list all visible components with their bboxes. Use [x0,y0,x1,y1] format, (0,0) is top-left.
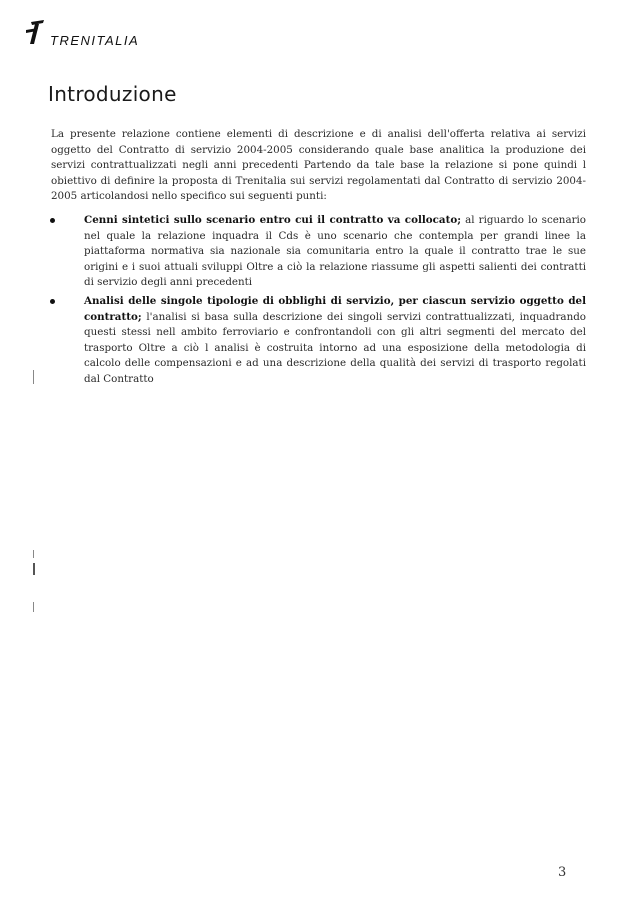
scan-mark [33,602,34,612]
bullet-heading: Analisi delle singole tipologie di obblighi di servizio, per ciascun servizio oggetto del contratto; [84,294,586,323]
bullet-icon [50,218,55,223]
section-title: Introduzione [48,82,177,106]
intro-paragraph: La presente relazione contiene elementi di descrizione e di analisi dell'offerta relativa ai servizi oggetto del Contratto di servizio 2004-2005 considerando quale base analitica la produzione dei servizi contrattualizzati negli anni precedenti Partendo da tale base la relazione si pone quindi l obiettivo di definire la proposta di Trenitalia sui servizi regolamentati dal Contratto di servizio 2004-2005 articolandosi nello specifico sui seguenti punti: [51,128,586,203]
page-header [22,18,222,50]
trenitalia-logo-icon [22,18,52,48]
scan-margin-marks [33,370,37,630]
page-number: 3 [558,865,567,880]
bullet-item-scenario [51,213,586,291]
scan-mark [33,550,34,558]
bullet-text: al riguardo lo scenario nel quale la relazione inquadra il Cds è uno scenario che contempla per grandi linee la piattaforma normativa sia nazionale sia comunitaria entro la quale il contratto trae le sue origini e i suoi attuali sviluppi Oltre a ciò la relazione riassume gli aspetti salienti dei contratti di servizio degli anni precedenti [84,213,586,289]
bullet-text: l'analisi si basa sulla descrizione dei singoli servizi contrattualizzati, inquadrando questi stessi nell ambito ferroviario e confrontandoli con gli altri segmenti del mercato del trasporto Oltre a ciò l analisi è costruita intorno ad una esposizione della metodologia di calcolo delle compensazioni e ad una descrizione della qualità dei servizi di trasporto regolati dal Contratto [84,310,586,385]
scan-mark [33,370,34,384]
bullet-item-analisi [51,294,586,388]
brand-name: TRENITALIA [50,33,140,48]
bullet-list [51,213,586,388]
bullet-heading: Cenni sintetici sullo scenario entro cui il contratto va collocato; [84,213,462,226]
scan-mark [33,563,35,575]
bullet-icon [50,299,55,304]
document-body [51,127,586,391]
